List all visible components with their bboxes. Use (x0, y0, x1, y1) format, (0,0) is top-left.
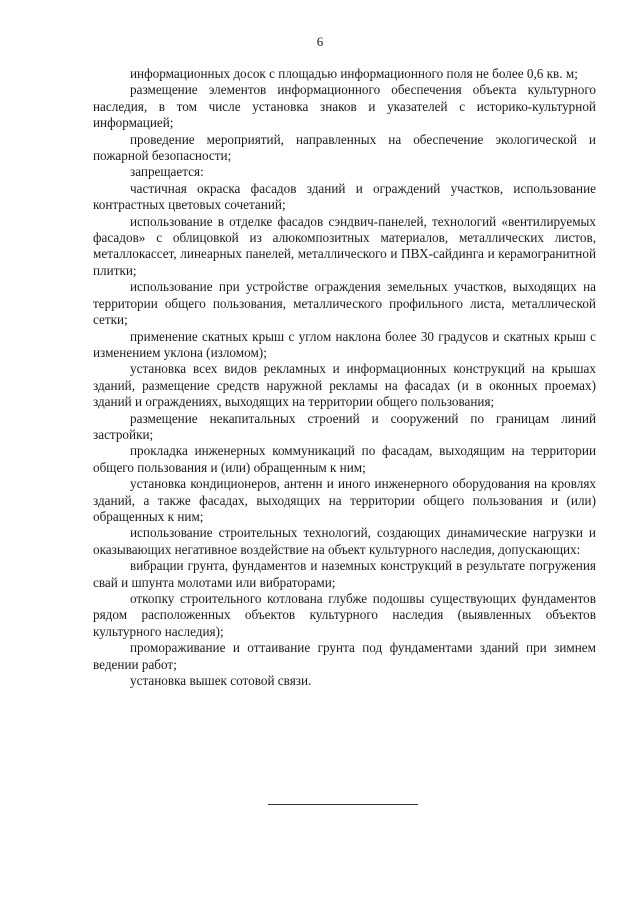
paragraph-8: применение скатных крыш с углом наклона более 30 градусов и скатных крыш с изменением уклона (изломом); (93, 328, 596, 360)
paragraph-17: установка вышек сотовой связи. (130, 673, 312, 689)
paragraph-7: использование при устройстве ограждения земельных участков, выходящих на территории общего пользования, металлического профильного листа, металлической сетки; (93, 279, 596, 328)
paragraph-13: использование строительных технологий, создающих динамические нагрузки и оказывающих негативное воздействие на объект культурного наследия, допускающих: (93, 525, 596, 557)
paragraph-4: запрещается: (130, 164, 204, 180)
paragraph-2: размещение элементов информационного обеспечения объекта культурного наследия, в том числе установка знаков и указателей с историко-культурной информацией; (93, 82, 596, 131)
paragraph-16: промораживание и оттаивание грунта под фундаментами зданий при зимнем ведении работ; (93, 640, 596, 672)
paragraph-6: использование в отделке фасадов сэндвич-панелей, технологий «вентилируемых фасадов» с облицовкой из алюкомпозитных материалов, металлических листов, металлокассет, линеарных панелей, металлического и ПВХ-сайдинга и керамогранитной плитки; (93, 213, 596, 278)
end-divider-line (268, 804, 418, 805)
paragraph-1: информационных досок с площадью информационного поля не более 0,6 кв. м; (130, 66, 578, 81)
paragraph-3: проведение мероприятий, направленных на обеспечение экологической и пожарной безопасности; (93, 131, 596, 164)
paragraph-11: прокладка инженерных коммуникаций по фасадам, выходящим на территории общего пользования и (или) обращенным к ним; (93, 443, 596, 475)
page-number: 6 (316, 34, 324, 49)
document-body (93, 66, 596, 689)
paragraph-10: размещение некапитальных строений и сооружений по границам линий застройки; (93, 410, 596, 442)
paragraph-5: частичная окраска фасадов зданий и ограждений участков, использование контрастных цветовых сочетаний; (93, 180, 596, 213)
paragraph-15: откопку строительного котлована глубже подошвы существующих фундаментов рядом расположенных объектов культурного наследия (выявленных объектов культурного наследия); (93, 591, 596, 639)
paragraph-12: установка кондиционеров, антенн и иного инженерного оборудования на кровлях зданий, а также фасадах, выходящих на территории общего пользования и (или) обращенных к ним; (93, 476, 596, 524)
paragraph-9: установка всех видов рекламных и информационных конструкций на крышах зданий, размещение средств наружной рекламы на фасадах (и в оконных проемах) зданий и ограждениях, выходящих на территории общего пользования; (93, 361, 596, 410)
paragraph-14: вибрации грунта, фундаментов и наземных конструкций в результате погружения свай и шпунта молотами или вибраторами; (93, 558, 596, 590)
